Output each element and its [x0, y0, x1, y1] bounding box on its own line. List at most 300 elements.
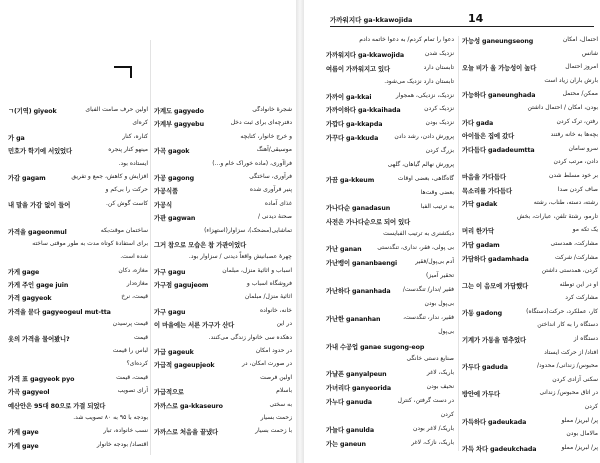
headword: 그거 참으로 모습은 참 가관이었다 — [154, 241, 247, 249]
dictionary-entry — [326, 147, 454, 161]
headword: 가격을 gageonmul — [8, 228, 67, 236]
persian-definition: نحیف بودن — [426, 383, 454, 391]
persian-definition: اقتصاد/ بودجه خانوار — [96, 440, 148, 448]
headword: 가꾸다 ga-kkuda — [326, 135, 379, 143]
persian-definition: محبوس/ زندانی/ محدود/ — [536, 362, 598, 370]
persian-definition: نزدیک کردن — [424, 105, 454, 113]
dictionary-entry — [462, 36, 598, 50]
persian-definition: فروشگاه اسباب و — [246, 280, 292, 288]
headword: 여름이 가까워지고 있다 — [326, 65, 391, 73]
dictionary-entry — [154, 173, 292, 186]
persian-definition: پرورش دادن، رشد دادن — [394, 133, 454, 141]
headword: 가격을 묻다 gagyeogeul mut-tta — [8, 308, 111, 316]
persian-definition: کناره، کنار — [122, 132, 148, 140]
headword: 기계가 가동을 멈추었다 — [462, 337, 527, 345]
headword: 가끔 ga-kkeum — [326, 176, 375, 184]
headword: 가계 gaye — [8, 429, 39, 437]
page-number: 14 — [468, 12, 484, 25]
headword: 오늘 비가 올 가능성이 높다 — [462, 65, 537, 73]
dictionary-entry — [462, 403, 598, 417]
persian-definition: اسباب و اثاثیهٔ منزل، مبلمان — [222, 266, 292, 274]
persian-definition: مغازه، دکان — [118, 266, 148, 274]
dictionary-entry — [8, 173, 148, 186]
headword: 가닥 gadak — [462, 201, 498, 209]
headword: 아이들은 집에 갔다 — [462, 133, 515, 141]
column-divider — [150, 40, 151, 455]
persian-definition: نزدیک، نزدیکی، همجوار — [395, 91, 454, 99]
persian-definition: بودن، امکان / احتمال داشتن — [527, 103, 598, 111]
persian-definition: پر/ لبریز/ مملو — [561, 443, 598, 451]
dictionary-entry — [326, 105, 454, 119]
headword: 가게 gage — [8, 268, 40, 276]
dictionary-entry — [326, 355, 454, 369]
persian-definition: با زحمت بسیار — [255, 427, 292, 435]
dictionary-entry — [8, 347, 148, 360]
headword: 가계부 gagyebu — [154, 121, 204, 129]
dictionary-entry — [154, 387, 292, 400]
headword: 가곡 gagok — [154, 148, 190, 156]
dictionary-entry — [462, 389, 598, 403]
dictionary-entry — [154, 106, 292, 119]
dictionary-entry — [8, 401, 148, 414]
dictionary-entry — [462, 430, 598, 444]
persian-definition: نزدیک شدن — [424, 49, 454, 57]
headword: 가공식 — [154, 201, 172, 209]
dictionary-entry — [8, 374, 148, 387]
persian-definition: قیمت، نرخ — [121, 293, 148, 301]
dictionary-entry — [462, 267, 598, 281]
persian-definition: باریک/ لاغر بودن — [413, 424, 454, 432]
dictionary-entry — [8, 360, 148, 373]
dictionary-entry — [8, 213, 148, 226]
dictionary-entry — [8, 160, 148, 173]
persian-definition: در دست گرفتن، کنترل — [397, 397, 454, 405]
persian-definition: افتاد/ از حرکت ایستاد — [544, 348, 598, 356]
dictionary-entry — [154, 360, 292, 373]
persian-definition: دهکده سی خانوار زندگی می‌کنند. — [208, 333, 292, 341]
persian-definition: بعضی وقت‌ها — [420, 188, 454, 196]
persian-definition: بر خود مسلط شدن — [548, 171, 598, 179]
headword: 내 말을 가감 없이 들어 — [8, 201, 71, 209]
persian-definition: بارش باران زیاد است — [544, 76, 598, 84]
persian-definition: پر/ لبریز/ مملو — [561, 416, 598, 424]
persian-definition: آرای تصویب — [117, 387, 148, 395]
persian-definition: مینهو کنار پنجره — [108, 146, 148, 154]
dictionary-entry — [8, 253, 148, 266]
dictionary-entry — [462, 199, 598, 213]
persian-definition: او در این توطئه — [559, 280, 598, 288]
persian-definition: در این — [276, 320, 292, 328]
headword: 가담 gadam — [462, 241, 500, 249]
headword: 가는 ganeun — [326, 440, 366, 448]
headword: 가계도 gagyedo — [154, 108, 204, 115]
persian-definition: نسب خانواده، تبار — [103, 427, 148, 435]
persian-definition: اولین حرف صامت الفبای — [85, 106, 148, 113]
persian-definition: احتمال، امکان — [562, 36, 598, 43]
persian-definition: باریک، لاغر — [426, 369, 454, 377]
dictionary-entry — [8, 146, 148, 159]
dictionary-entry — [326, 133, 454, 147]
persian-definition: فقیر، ندار، تنگدست، — [403, 313, 454, 321]
persian-definition: لباس را قیمت — [112, 347, 148, 355]
dictionary-entry — [462, 376, 598, 390]
headword: 가담하다 gadamhada — [462, 255, 529, 263]
dictionary-entry — [8, 133, 148, 146]
headword: 가게 주인 gage juin — [8, 282, 69, 290]
headword: 가구점 gagujeom — [154, 282, 209, 290]
left-column-2 — [154, 106, 292, 461]
dictionary-entry — [462, 444, 598, 458]
dictionary-entry — [154, 401, 292, 414]
persian-definition: یک تکه مو — [572, 226, 598, 234]
dictionary-entry — [154, 213, 292, 226]
dictionary-entry — [326, 258, 454, 272]
persian-definition: تارمو، رشتهٔ تلفن، عبارات، بخش — [517, 212, 598, 220]
persian-definition: مغازه‌دار — [126, 280, 148, 288]
headword: 가두다 gaduda — [462, 364, 508, 372]
dictionary-entry — [326, 314, 454, 328]
dictionary-entry — [8, 427, 148, 440]
right-page — [304, 0, 600, 463]
dictionary-entry — [326, 397, 454, 411]
dictionary-entry — [326, 328, 454, 342]
dictionary-entry — [154, 334, 292, 347]
dictionary-entry — [154, 267, 292, 280]
right-column-2 — [462, 36, 598, 461]
persian-definition: بی‌پول بودن — [424, 299, 454, 307]
persian-definition: دستگاه را به کار انداختن — [537, 321, 598, 329]
persian-definition: حرکت را بی‌کم و — [105, 186, 148, 194]
dictionary-entry — [154, 160, 292, 173]
headword: 가공 gagong — [154, 174, 195, 182]
persian-definition: به ترتیب الفبا — [420, 202, 454, 210]
headword: 마음을 가다듬다 — [462, 173, 506, 181]
dictionary-entry — [154, 240, 292, 253]
dictionary-entry — [8, 267, 148, 280]
page-header — [330, 8, 594, 27]
persian-definition: مالامال بودن — [566, 430, 598, 438]
dictionary-entry — [154, 133, 292, 146]
dictionary-entry — [154, 374, 292, 387]
dictionary-entry — [154, 253, 292, 266]
headword: 가까스로 처음을 끝냈다 — [154, 429, 219, 437]
dictionary-entry — [326, 189, 454, 203]
headword: 가능성 ganeungseong — [462, 38, 534, 45]
dictionary-entry — [154, 119, 292, 132]
dictionary-entry — [326, 439, 454, 453]
persian-definition: در صورت امکان، در — [242, 360, 292, 368]
persian-definition: بی پولی، فقر، ندارى، تنگدستی — [377, 244, 454, 252]
headword: 가냘픈 ganyalpeun — [326, 371, 387, 379]
dictionary-entry — [8, 293, 148, 306]
persian-definition: برای استفادهٔ کوتاه مدت به طور موقتی ساخته — [32, 239, 148, 247]
dictionary-entry — [462, 172, 598, 186]
persian-definition: کرده‌ای؟ — [126, 360, 148, 368]
headword: 가격 표 gagyeok pyo — [8, 375, 75, 383]
headword: ㄱ(기역) giyeok — [8, 108, 57, 115]
headword: 머리 한가닥 — [462, 228, 495, 236]
dictionary-entry — [8, 186, 148, 199]
persian-definition: تماشایی(مضحک)، سزاوار(استهزاء) — [204, 226, 292, 234]
dictionary-entry — [154, 414, 292, 427]
persian-definition: دفترچه‌ای برای ثبت دخل — [230, 119, 292, 127]
headword: 가까워지다 ga-kkawojida — [326, 51, 405, 59]
persian-definition: صحنهٔ دیدنی / — [258, 213, 292, 221]
persian-definition: شانس — [581, 49, 598, 57]
dictionary-entry — [462, 186, 598, 200]
dictionary-entry — [154, 186, 292, 199]
persian-definition: زحمت بسیار — [260, 413, 292, 421]
headword: 가계 gaye — [8, 442, 39, 450]
headword: 가깝다 ga-kkapda — [326, 121, 383, 129]
persian-definition: رشته، دسته، طناب، رشته — [533, 199, 598, 207]
headword: 가득 차다 gadeukchada — [462, 445, 537, 453]
dictionary-entry — [8, 280, 148, 293]
dictionary-entry — [462, 77, 598, 91]
headword: 가 ga — [8, 134, 25, 142]
running-head: 가까워지다 ga-kkawojida — [330, 16, 413, 24]
persian-definition: ممکن/ محتمل — [562, 90, 598, 98]
dictionary-entry — [462, 213, 598, 227]
persian-definition: دستگاه از — [573, 335, 598, 343]
headword: 가난하다 gananhada — [326, 288, 391, 296]
persian-definition: قیمت پرسیدن — [112, 320, 148, 328]
persian-definition: گاه‌گاهی، بعضی اوقات — [397, 174, 454, 182]
headword: 가급적으로 — [154, 389, 184, 397]
dictionary-entry — [326, 425, 454, 439]
persian-definition: تحقیر آمیز) — [426, 272, 454, 280]
persian-definition: و خرج خانوار، کتابچه — [240, 132, 292, 140]
dictionary-entry — [8, 106, 148, 119]
dictionary-entry — [8, 200, 148, 213]
persian-definition: فرآوری، ساختگی — [249, 172, 292, 180]
dictionary-entry — [154, 427, 292, 440]
dictionary-entry — [154, 307, 292, 320]
dictionary-entry — [326, 78, 454, 92]
headword: 가능하다 ganeunghada — [462, 92, 536, 100]
persian-definition: رفتن، ترک کردن — [556, 117, 598, 125]
dictionary-entry — [326, 300, 454, 314]
dictionary-entry — [462, 321, 598, 335]
headword: 가감 gagam — [8, 174, 46, 182]
dictionary-entry — [326, 203, 454, 217]
dictionary-entry — [154, 320, 292, 333]
dictionary-entry — [326, 36, 454, 50]
persian-definition: باسلام — [276, 387, 292, 395]
persian-definition: افزایش و کاهش، جمع و تفریق — [71, 172, 148, 180]
right-column-1 — [326, 36, 454, 461]
dictionary-entry — [462, 226, 598, 240]
dictionary-entry — [462, 50, 598, 64]
dictionary-entry — [154, 280, 292, 293]
headword: 가다 gada — [462, 119, 494, 127]
persian-definition: پنیر فرآوری شده — [249, 186, 292, 194]
persian-definition: مشارکت کرد — [565, 294, 598, 302]
dictionary-entry — [462, 294, 598, 308]
section-letter-giyeok — [114, 66, 132, 78]
dictionary-entry — [154, 227, 292, 240]
persian-definition: صاف کردن صدا — [557, 185, 598, 193]
persian-definition: دادن، مرتب کردن — [553, 158, 598, 166]
dictionary-entry — [462, 90, 598, 104]
persian-definition: نزدیک بودن — [425, 119, 454, 127]
headword: 가까스로 ga-kkaseuro — [154, 402, 223, 410]
headword: 가급적 gageupjeok — [154, 362, 215, 370]
dictionary-entry — [462, 281, 598, 295]
headword: 예산안은 95대 80으로 가결 되었다 — [8, 402, 106, 410]
persian-definition: دیکشنری به ترتیب الفبایست — [383, 230, 454, 238]
dictionary-entry — [8, 119, 148, 132]
headword: 가나다순 ganadasun — [326, 204, 391, 212]
persian-definition: کاست گوش کن. — [105, 199, 148, 207]
persian-definition: مشارکت، همدستی — [550, 239, 598, 247]
headword: 가급 gageuk — [154, 349, 194, 357]
headword: 가구 gagu — [154, 308, 186, 316]
dictionary-entry — [154, 347, 292, 360]
persian-definition: بزرگ کردن — [425, 147, 454, 155]
dictionary-entry — [326, 217, 454, 231]
headword: 목소리를 가다듬다 — [462, 187, 512, 195]
dictionary-entry — [462, 349, 598, 363]
dictionary-entry — [8, 334, 148, 347]
persian-definition: قیمت — [133, 333, 148, 341]
persian-definition: اثاثیهٔ منزل/ مبلمان — [244, 293, 292, 301]
dictionary-entry — [8, 307, 148, 320]
headword: 가난한 gananhan — [326, 315, 381, 323]
persian-definition: قیمت، قیمت — [116, 373, 148, 381]
dictionary-entry — [154, 146, 292, 159]
dictionary-entry — [462, 118, 598, 132]
persian-definition: تابستان دارد — [423, 63, 454, 71]
persian-definition: کار، عملکرد، حرکت(دستگاه) — [526, 307, 598, 315]
persian-definition: شجرهٔ خانوادگی — [252, 106, 292, 113]
dictionary-entry — [462, 158, 598, 172]
dictionary-entry — [154, 293, 292, 306]
headword: 민호가 학기에 서있었다 — [8, 148, 73, 156]
persian-definition: سکنی آزادی کردن — [552, 375, 598, 383]
persian-definition: باریک، نازک، لاغر — [411, 438, 454, 446]
persian-definition: پرورش نهالم گیاهان، گلهی — [387, 161, 454, 169]
dictionary-entry — [8, 227, 148, 240]
dictionary-entry — [462, 104, 598, 118]
left-page — [0, 0, 296, 463]
headword: 가공식품 — [154, 188, 178, 196]
persian-definition: دعوا را تمام کردم/ به دعوا خاتمه دادم — [359, 36, 454, 43]
persian-definition: سرو سامان — [568, 144, 598, 152]
persian-definition: مشارکت/ شرکت — [554, 253, 598, 261]
persian-definition: تابستان دارد نزدیک می‌شود. — [384, 77, 454, 85]
persian-definition: بچه‌ها به خانه رفتند — [550, 131, 598, 139]
dictionary-entry — [462, 308, 598, 322]
dictionary-entry — [326, 50, 454, 64]
dictionary-entry — [326, 161, 454, 175]
persian-definition: کردن، همدستی داشتن — [541, 267, 598, 275]
dictionary-entry — [8, 387, 148, 400]
persian-definition: امروز احتمال — [565, 63, 598, 71]
persian-definition: خانه، خانواده — [259, 306, 292, 314]
headword: 이 마을에는 서른 가구가 산다 — [154, 322, 235, 330]
persian-definition: چهرهٔ عصبانیش واقعاً دیدنی / سزاوار بود. — [188, 253, 292, 261]
headword: 가늘다 ganulda — [326, 426, 374, 434]
headword: 가동 gadong — [462, 309, 503, 317]
dictionary-entry — [326, 230, 454, 244]
dictionary-entry — [462, 362, 598, 376]
dictionary-entry — [326, 119, 454, 133]
headword: 가격 gagyeok — [8, 295, 52, 303]
headword: 가까이 ga-kkai — [326, 93, 372, 101]
persian-definition: کردن — [584, 403, 598, 411]
headword: 사전은 가나다순으로 되어 있다 — [326, 218, 411, 226]
persian-definition: صنایع دستی خانگی — [406, 355, 454, 363]
dictionary-entry — [462, 254, 598, 268]
persian-definition: آدم بی‌پول/فقیر — [415, 258, 454, 266]
headword: 가다듬다 gadadeumtta — [462, 146, 535, 154]
dictionary-entry — [326, 92, 454, 106]
persian-definition: در حدود امکان — [255, 347, 292, 355]
dictionary-entry — [8, 240, 148, 253]
persian-definition: کره‌ای — [132, 119, 148, 127]
persian-definition: در اتاق محبوس/ زندانی — [539, 389, 598, 397]
dictionary-entry — [326, 272, 454, 286]
dictionary-entry — [462, 240, 598, 254]
dictionary-entry — [8, 320, 148, 333]
headword: 가난뱅이 gananbaengi — [326, 260, 398, 268]
persian-definition: بی‌پول — [438, 327, 454, 335]
headword: 가내 수공업 ganae sugong-eop — [326, 343, 425, 351]
persian-definition: غذای آماده — [264, 199, 292, 207]
dictionary-entry — [8, 441, 148, 454]
left-column-1 — [8, 106, 148, 461]
headword: 가난 ganan — [326, 246, 362, 254]
headword: 가녀리다 ganyeorida — [326, 385, 391, 393]
persian-definition: کردن — [440, 411, 454, 419]
dictionary-entry — [462, 63, 598, 77]
headword: 가득하다 gadeukada — [462, 418, 527, 426]
dictionary-entry — [326, 411, 454, 425]
dictionary-entry — [326, 175, 454, 189]
headword: 그는 이 음모에 가담했다 — [462, 282, 529, 290]
headword: 방안에 가두다 — [462, 391, 500, 399]
dictionary-entry — [326, 383, 454, 397]
headword: 가까이하다 ga-kkaihada — [326, 107, 401, 115]
dictionary-entry — [326, 64, 454, 78]
persian-definition: موسیقی/آهنگ — [256, 146, 292, 154]
persian-definition: فراآوری، (ماده خوراک خام و...) — [212, 159, 292, 167]
headword: 가구 gagu — [154, 268, 186, 276]
dictionary-entry — [326, 286, 454, 300]
headword: 가관 gagwan — [154, 215, 196, 223]
book-gutter — [296, 0, 304, 463]
dictionary-entry — [462, 131, 598, 145]
headword: 가곡 gagyeol — [8, 389, 50, 397]
dictionary-entry — [462, 335, 598, 349]
dictionary-entry — [462, 145, 598, 159]
persian-definition: به سختی — [269, 400, 292, 408]
headword: 옷의 가격을 물어봤니? — [8, 335, 70, 343]
column-divider — [458, 36, 459, 451]
dictionary-entry — [462, 417, 598, 431]
persian-definition: اولین فرصت — [260, 373, 292, 381]
headword: 가누다 ganuda — [326, 399, 372, 407]
persian-definition: بودجه با ۹۵ به ۸۰ تصویب شد. — [73, 413, 148, 421]
dictionary-entry — [154, 200, 292, 213]
persian-definition: شده است. — [120, 253, 148, 261]
persian-definition: فقیر /ندار/ تنگدست/ — [402, 286, 454, 294]
dictionary-entry — [326, 369, 454, 383]
dictionary-entry — [326, 342, 454, 356]
dictionary-entry — [326, 244, 454, 258]
dictionary-entry — [8, 414, 148, 427]
